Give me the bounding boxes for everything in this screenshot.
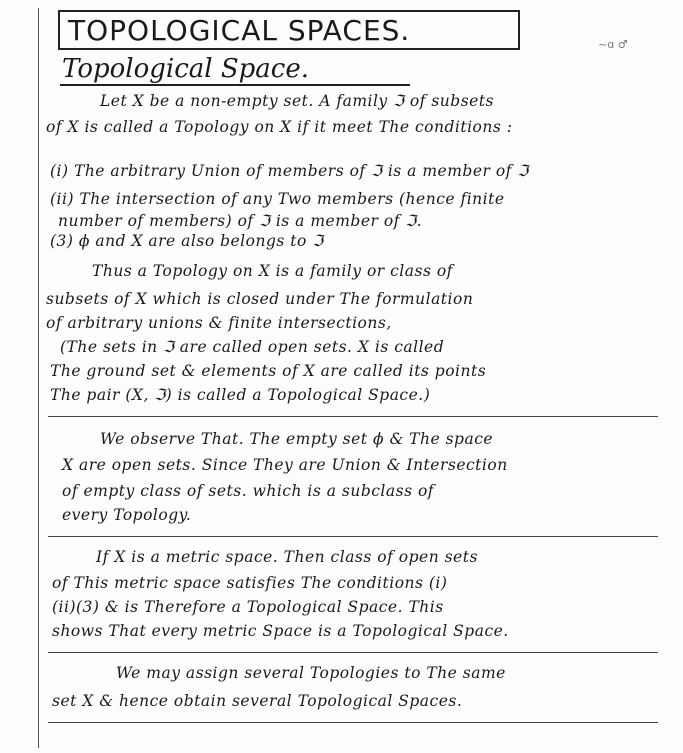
text-line: of empty class of sets. which is a subclass of: [62, 482, 435, 500]
divider: [48, 722, 658, 723]
condition-3: (3) ϕ and X are also belongs to ℑ: [50, 232, 324, 250]
divider: [48, 652, 658, 653]
text-line: If X is a metric space. Then class of open sets: [96, 548, 478, 566]
text-line: The pair (X, ℑ) is called a Topological Space.): [50, 386, 431, 404]
text-line: shows That every metric Space is a Topological Space.: [52, 622, 509, 640]
condition-2-cont: number of members) of ℑ is a member of ℑ.: [58, 212, 423, 230]
text-line: Thus a Topology on X is a family or class of: [92, 262, 453, 280]
text-line: The ground set & elements of X are called its points: [50, 362, 487, 380]
margin-note: ~ɑ ♂: [598, 38, 628, 51]
text-line: Let X be a non-empty set. A family ℑ of subsets: [100, 92, 495, 110]
text-line: every Topology.: [62, 506, 192, 524]
text-line: subsets of X which is closed under The formulation: [46, 290, 474, 308]
page-subtitle: Topological Space.: [62, 54, 310, 84]
subtitle-underline: [60, 84, 410, 86]
text-line: We may assign several Topologies to The same: [116, 664, 506, 682]
text-line: We observe That. The empty set ϕ & The space: [100, 430, 494, 448]
divider: [48, 536, 658, 537]
condition-2: (ii) The intersection of any Two members (hence finite: [50, 190, 505, 208]
text-line: set X & hence obtain several Topological Spaces.: [52, 692, 463, 710]
condition-1: (i) The arbitrary Union of members of ℑ is a member of ℑ: [50, 162, 529, 180]
text-line: X are open sets. Since They are Union & Intersection: [62, 456, 508, 474]
page-title: TOPOLOGICAL SPACES.: [68, 14, 411, 47]
text-line: (ii)(3) & is Therefore a Topological Space. This: [52, 598, 444, 616]
text-line: of This metric space satisfies The conditions (i): [52, 574, 448, 592]
divider: [48, 416, 658, 417]
text-line: of X is called a Topology on X if it meet The conditions :: [46, 118, 513, 136]
text-line: (The sets in ℑ are called open sets. X is called: [60, 338, 445, 356]
text-line: of arbitrary unions & finite intersections,: [46, 314, 392, 332]
margin-line: [38, 8, 39, 748]
